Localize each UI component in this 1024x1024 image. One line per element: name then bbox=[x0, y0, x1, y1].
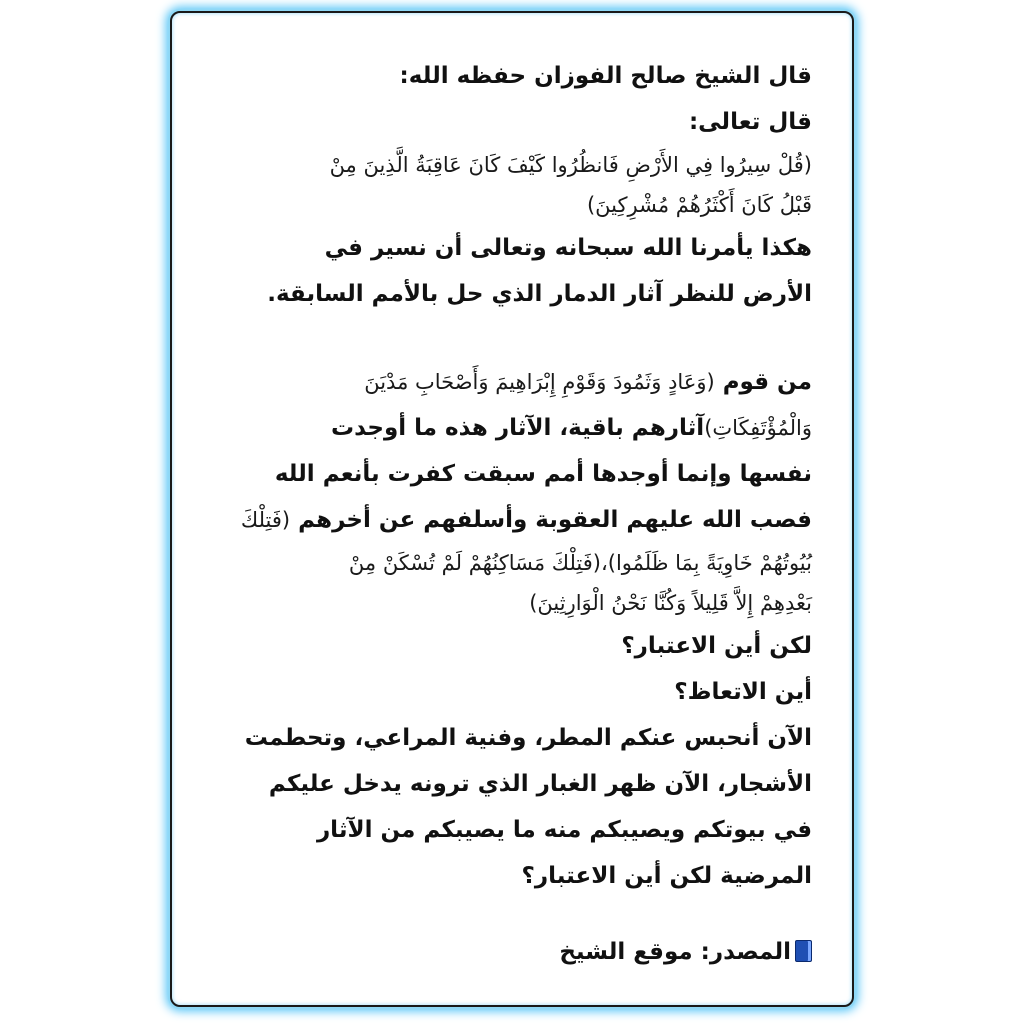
paragraph-line: الأرض للنظر آثار الدمار الذي حل بالأمم السابقة. bbox=[267, 281, 812, 307]
paragraph-line: هكذا يأمرنا الله سبحانه وتعالى أن نسير في bbox=[324, 235, 812, 261]
paragraph-line: المرضية لكن أين الاعتبار؟ bbox=[521, 863, 812, 889]
bold-segment: آثارهم باقية، الآثار هذه ما أوجدت bbox=[331, 415, 705, 441]
verse-line: قَبْلُ كَانَ أَكْثَرُهُمْ مُشْرِكِينَ) bbox=[586, 193, 812, 217]
attribution-line: قال الشيخ صالح الفوزان حفظه الله: bbox=[399, 63, 812, 89]
verse-segment: وَالْمُؤْتَفِكَاتِ) bbox=[704, 416, 812, 440]
paragraph-line: نفسها وإنما أوجدها أمم سبقت كفرت بأنعم الله bbox=[274, 461, 812, 487]
verse-line: بَعْدِهِمْ إِلاَّ قَلِيلاً وَكُنَّا نَحْنُ الْوَارِثِينَ) bbox=[529, 591, 812, 615]
paragraph-line: الأشجار، الآن ظهر الغبار الذي ترونه يدخل عليكم bbox=[268, 771, 812, 797]
paragraph-line bbox=[202, 405, 812, 451]
paragraph-line bbox=[202, 497, 812, 543]
verse-line: (قُلْ سِيرُوا فِي الأَرْضِ فَانظُرُوا كَيْفَ كَانَ عَاقِبَةُ الَّذِينَ مِنْ bbox=[329, 153, 812, 177]
paragraph-line: في بيوتكم ويصيبكم منه ما يصيبكم من الآثار bbox=[316, 817, 812, 843]
spacer bbox=[202, 317, 812, 359]
verse-segment: (وَعَادٍ وَثَمُودَ وَقَوْمِ إِبْرَاهِيمَ وَأَصْحَابِ مَدْيَنَ bbox=[364, 370, 715, 394]
post-card bbox=[170, 11, 854, 1007]
question-line: أين الاتعاظ؟ bbox=[674, 679, 812, 705]
verse-line: بُيُوتُهُمْ خَاوِيَةً بِمَا ظَلَمُوا)،(فَتِلْكَ مَسَاكِنُهُمْ لَمْ تُسْكَنْ مِنْ bbox=[348, 551, 812, 575]
paragraph-line bbox=[202, 359, 812, 405]
source-label: المصدر: موقع الشيخ bbox=[559, 939, 791, 965]
spacer bbox=[202, 899, 812, 929]
source-line bbox=[202, 929, 812, 975]
question-line: لكن أين الاعتبار؟ bbox=[621, 633, 812, 659]
book-icon bbox=[795, 940, 812, 962]
bold-segment: من قوم bbox=[722, 369, 812, 395]
post-text bbox=[202, 53, 812, 975]
paragraph-line: الآن أنحبس عنكم المطر، وفنية المراعي، وتحطمت bbox=[244, 725, 812, 751]
verse-intro: قال تعالى: bbox=[688, 109, 812, 135]
verse-segment: (فَتِلْكَ bbox=[240, 508, 291, 532]
bold-segment: فصب الله عليهم العقوبة وأسلفهم عن أخرهم bbox=[298, 507, 812, 533]
